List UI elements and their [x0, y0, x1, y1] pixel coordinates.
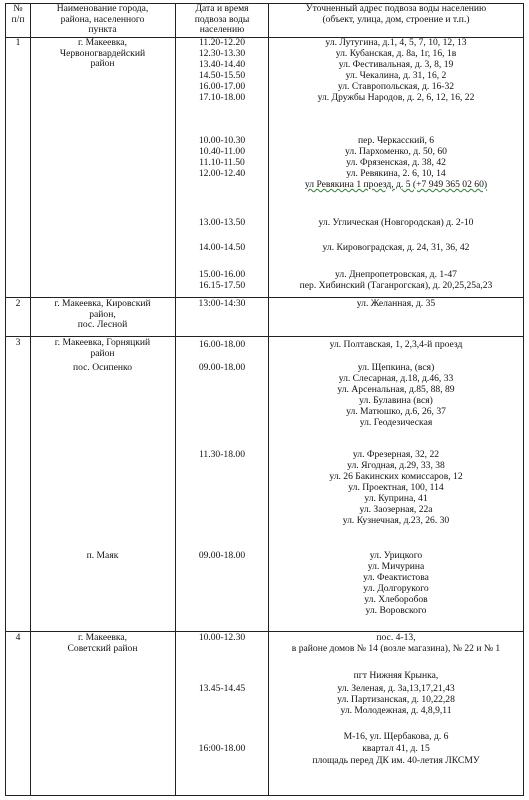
row-number: 3 [15, 337, 21, 348]
entry-address: ул. Проектная, 100, 114 [348, 482, 444, 493]
entry-address: ул. Углическая (Новгородская) д. 2-10 [318, 217, 474, 228]
entry-address: ул. Партизанская, д. 10,22,28 [337, 694, 455, 705]
entry-address: ул. Ревякина, 2. 6, 10, 14 [346, 168, 446, 179]
entry-time: 13.40-14.40 [198, 59, 246, 70]
entry-time: 10.00-10.30 [198, 135, 246, 146]
header-city: Наименование города, района, населенного пункта [56, 3, 149, 35]
entry-time: 17.10-18.00 [198, 92, 246, 103]
entry-address: ул. Кузнечная, д.23, 26. 30 [342, 515, 450, 526]
entry-address: ул. Матюшко, д.6, 26, 37 [346, 406, 446, 417]
entry-address: ул. Щепкина, (вся) [357, 362, 435, 373]
entry-time: 13.45-14.45 [198, 683, 246, 694]
entry-time: 12.30-13.30 [198, 48, 246, 59]
entry-time: 14.00-14.50 [198, 242, 246, 253]
entry-address: ул. Феактистова [363, 572, 429, 583]
entry-address: в районе домов № 14 (возле магазина), № 22 и № 1 [291, 643, 501, 654]
entry-address: ул. Хлеборобов [364, 594, 428, 605]
entry-address: ул. Мичурина [367, 561, 425, 572]
entry-time: 16:00-18.00 [198, 743, 246, 754]
entry-time: 11.10-11.50 [199, 157, 245, 168]
entry-time: 16.00-18.00 [198, 339, 246, 350]
entry-address: ул. Полтавская, 1, 2,3,4-й проезд [329, 339, 463, 350]
entry-address: ул. Воровского [365, 605, 427, 616]
entry-address: ул. Днепропетровская, д. 1-47 [335, 269, 457, 280]
table-border-left [5, 3, 6, 796]
entry-address [269, 180, 523, 191]
entry-address: пер. Черкасский, 6 [357, 135, 435, 146]
entry-address: ул. Чекалина, д. 31, 16, 2 [345, 70, 447, 81]
header-number: № п/п [11, 3, 25, 25]
header-time: Дата и время подвоза воды населению [194, 3, 250, 35]
entry-address: ул. Заозерная, 22а [359, 504, 433, 515]
table-border-right [523, 3, 524, 796]
table-border-bottom [5, 795, 524, 796]
entry-address: ул. Геодезическая [359, 417, 433, 428]
entry-address: ул. Пархоменко, д. 50, 60 [345, 146, 447, 157]
entry-address: ул. Фестивальная, д. 3, 8, 19 [338, 59, 454, 70]
entry-address: ул. Лутугина, д.1, 4, 5, 7, 10, 12, 13 [325, 37, 467, 48]
entry-time: 12.00-12.40 [198, 168, 246, 179]
entry-address: ул. Фрязенская, д. 38, 42 [346, 157, 446, 168]
entry-address: квартал 41, д. 15 [362, 743, 430, 754]
entry-address: ул. Дружбы Народов, д. 2, 6, 12, 16, 22 [317, 92, 475, 103]
row-city: г. Макеевка, Кировский район, пос. Лесной [54, 298, 151, 330]
entry-time: 15.00-16.00 [198, 269, 246, 280]
entry-time: 11.20-12.20 [198, 37, 245, 48]
entry-address: ул. Желанная, д. 35 [356, 298, 436, 309]
entry-address: ул. Зеленая, д. 3а,13,17,21,43 [337, 683, 455, 694]
entry-time: 10.40-11.00 [198, 146, 245, 157]
entry-address: ул. Молодежная, д. 4,8,9,11 [340, 705, 452, 716]
entry-time: 13.00-13.50 [198, 217, 246, 228]
entry-time: 16.15-17.50 [198, 280, 246, 291]
entry-address: ул. Кубанская, д. 8а, 1г, 16, 1в [335, 48, 457, 59]
entry-address: пгт Нижняя Крынка, [353, 670, 439, 681]
entry-address: ул. Долгорукого [363, 583, 429, 594]
entry-address: ул. Булавина (вся) [359, 395, 433, 406]
entry-address: ул. Слесарная, д.18, д.46, 33 [338, 373, 454, 384]
entry-address: ул. Ставропольская, д. 16-32 [337, 81, 455, 92]
entry-time: 16.00-17.00 [198, 81, 246, 92]
entry-time: 11.30-18.00 [198, 449, 245, 460]
row-subcity: п. Маяк [86, 550, 119, 561]
entry-address: пер. Хибинский (Таганрогская), д. 20,25,25а,23 [299, 280, 493, 291]
entry-time: 10.00-12.30 [198, 632, 246, 643]
entry-address: ул. Урицкого [369, 550, 423, 561]
entry-address: ул. Куприна, 41 [364, 493, 428, 504]
water-delivery-schedule-table [5, 3, 524, 796]
entry-address: ул. Кировоградская, д. 24, 31, 36, 42 [322, 242, 470, 253]
column-divider [175, 3, 176, 796]
row-number: 2 [15, 298, 21, 309]
entry-time: 14.50-15.50 [198, 70, 246, 81]
entry-address: пос. 4-13, [376, 632, 416, 643]
entry-address: ул. 26 Бакинских комиссаров, 12 [329, 471, 463, 482]
column-divider [30, 3, 31, 796]
row-city: г. Макеевка, Советский район [67, 632, 138, 654]
entry-address: М-16, ул. Щербакова, д. 6 [343, 731, 449, 742]
entry-address: ул. Ягодная, д.29, 33, 38 [347, 460, 445, 471]
entry-address: ул. Фрезерная, 32, 22 [352, 449, 440, 460]
entry-address: площадь перед ДК им. 40-летия ЛКСМУ [312, 755, 480, 766]
entry-time: 13:00-14:30 [198, 298, 246, 309]
row-number: 4 [15, 632, 21, 643]
entry-time: 09.00-18.00 [198, 550, 246, 561]
row-number: 1 [15, 37, 21, 48]
row-city: г. Макеевка, Червоногвардейский район [59, 37, 146, 69]
spellcheck-underlined-address: ул Ревякина 1 проезд, д. 5 (+7 949 365 02 60) [304, 179, 488, 190]
entry-time: 09.00-18.00 [198, 362, 246, 373]
row-city: г. Макеевка, Горняцкий район [54, 337, 151, 359]
entry-address: ул. Арсенальная, д.85, 88, 89 [337, 384, 455, 395]
header-address: Уточненный адрес подвоза воды населению (объект, улица, дом, строение и т.п.) [305, 3, 487, 25]
row-subcity: пос. Осипенко [72, 362, 133, 373]
